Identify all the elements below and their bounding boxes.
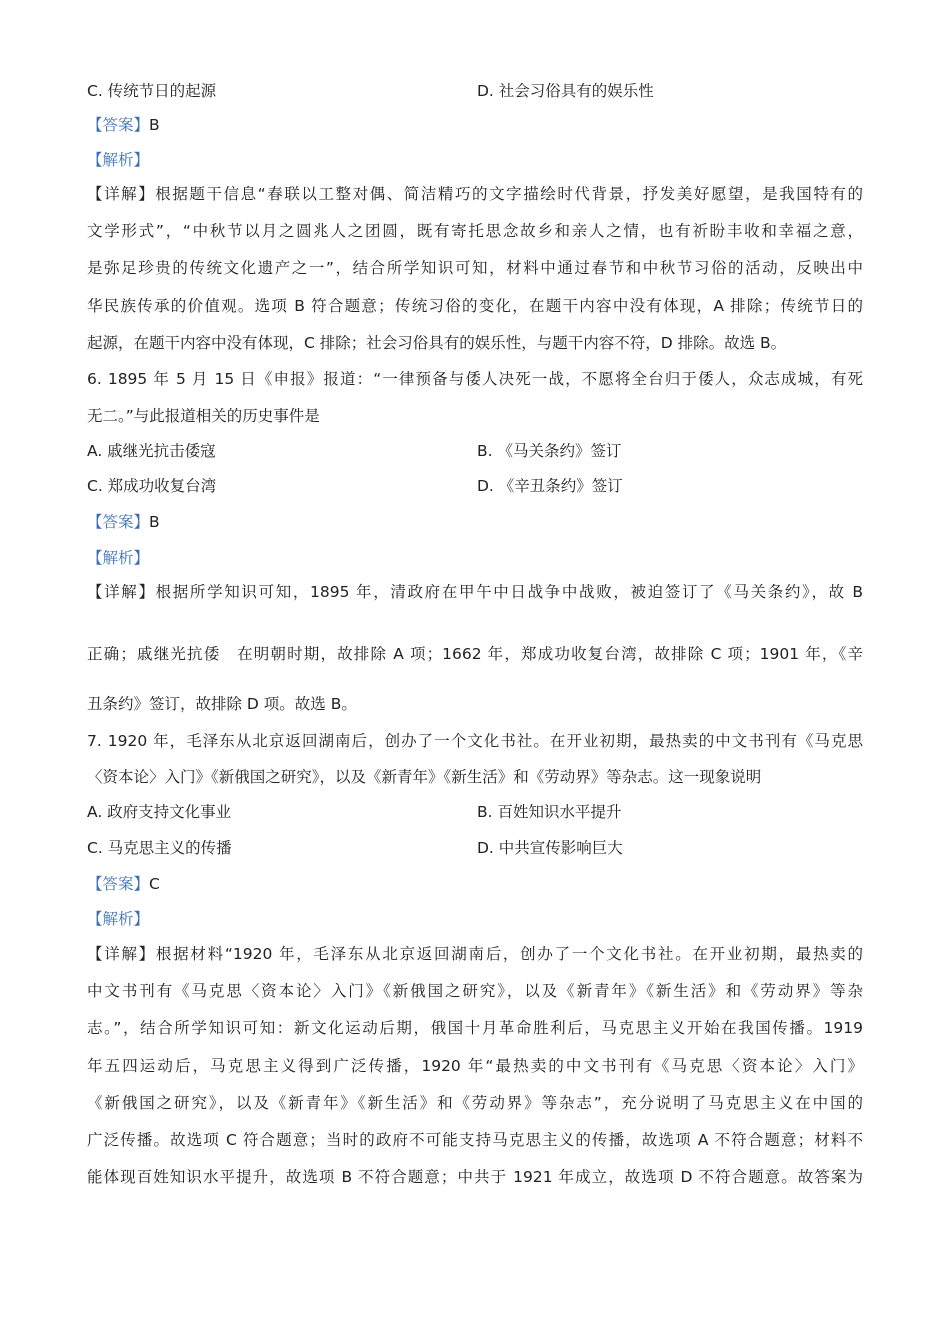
q5-analysis-label: 【解析】 (87, 151, 150, 169)
answer-label: 【答案】 (87, 116, 150, 134)
answer-value: B (149, 513, 160, 531)
q6-detail-line-2: 正确；戚继光抗倭 在明朝时期，故排除 A 项；1662 年，郑成功收复台湾，故排除 C 项；1901 年，《辛 (87, 645, 863, 663)
q5-detail-line-2: 文学形式”，“中秋节以月之圆兆人之团圆，既有寄托思念故乡和亲人之情，也有祈盼丰收和幸福之意， (87, 222, 863, 240)
q7-detail-line-1 (87, 944, 863, 964)
q7-detail-line-7: 能体现百姓知识水平提升，故选项 B 不符合题意；中共于 1921 年成立，故选项 D 不符合题意。故答案为 (87, 1168, 863, 1186)
detail-text: 根据题干信息“春联以工整对偶、简洁精巧的文字描绘时代背景，抒发美好愿望，是我国特有的 (155, 185, 863, 203)
q6-option-a: A. 戚继光抗击倭寇 (87, 442, 216, 460)
q5-detail-line-5: 起源，在题干内容中没有体现，C 排除；社会习俗具有的娱乐性，与题干内容不符，D 排除。故选 B。 (87, 334, 787, 352)
detail-label: 【详解】 (87, 583, 156, 601)
q7-detail-line-2: 中文书刊有《马克思〈资本论〉入门》《新俄国之研究》，以及《新青年》《新生活》和《劳动界》等杂 (87, 982, 863, 1000)
q7-stem-line-1: 7. 1920 年，毛泽东从北京返回湖南后，创办了一个文化书社。在开业初期，最热卖的中文书刊有《马克思 (87, 732, 863, 750)
q5-option-d: D. 社会习俗具有的娱乐性 (477, 82, 654, 100)
detail-text: 根据材料“1920 年，毛泽东从北京返回湖南后，创办了一个文化书社。在开业初期，最热卖的 (155, 945, 863, 963)
q5-detail-line-3: 是弥足珍贵的传统文化遗产之一”，结合所学知识可知，材料中通过春节和中秋节习俗的活动，反映出中 (87, 259, 863, 277)
q7-detail-line-6: 广泛传播。故选项 C 符合题意；当时的政府不可能支持马克思主义的传播，故选项 A 不符合题意；材料不 (87, 1131, 863, 1149)
q7-stem-line-2: 〈资本论〉入门》《新俄国之研究》，以及《新青年》《新生活》和《劳动界》等杂志。这一现象说明 (87, 768, 762, 786)
detail-label: 【详解】 (87, 945, 156, 963)
q5-answer (87, 115, 160, 135)
q6-answer (87, 512, 160, 532)
q6-stem-line-1: 6. 1895 年 5 月 15 日《申报》报道：“一律预备与倭人决死一战，不愿将全台归于倭人，众志成城，有死 (87, 370, 863, 388)
answer-label: 【答案】 (87, 513, 150, 531)
q7-detail-line-5: 《新俄国之研究》，以及《新青年》《新生活》和《劳动界》等杂志”，充分说明了马克思主义在中国的 (87, 1094, 863, 1112)
q6-option-d: D. 《辛丑条约》签订 (477, 477, 623, 495)
detail-text: 根据所学知识可知，1895 年，清政府在甲午中日战争中战败，被迫签订了《马关条约》，故 B (155, 583, 863, 601)
q6-detail-line-3: 丑条约》签订，故排除 D 项。故选 B。 (87, 695, 357, 713)
q7-detail-line-3: 志。”，结合所学知识可知：新文化运动后期，俄国十月革命胜利后，马克思主义开始在我国传播。1919 (87, 1019, 863, 1037)
q7-option-a: A. 政府支持文化事业 (87, 803, 232, 821)
answer-label: 【答案】 (87, 875, 150, 893)
answer-value: C (149, 875, 160, 893)
q6-analysis-label: 【解析】 (87, 549, 150, 567)
q7-detail-line-4: 年五四运动后，马克思主义得到广泛传播，1920 年“最热卖的中文书刊有《马克思〈资本论〉入门》 (87, 1057, 863, 1075)
q7-option-d: D. 中共宣传影响巨大 (477, 839, 623, 857)
q7-answer (87, 874, 160, 894)
q6-stem-line-2: 无二。”与此报道相关的历史事件是 (87, 407, 320, 425)
detail-label: 【详解】 (87, 185, 156, 203)
q7-analysis-label: 【解析】 (87, 910, 150, 928)
q5-detail-line-4: 华民族传承的价值观。选项 B 符合题意；传统习俗的变化，在题干内容中没有体现，A 排除；传统节日的 (87, 297, 863, 315)
q6-option-b: B. 《马关条约》签订 (477, 442, 622, 460)
q6-option-c: C. 郑成功收复台湾 (87, 477, 217, 495)
answer-value: B (149, 116, 160, 134)
q5-option-c: C. 传统节日的起源 (87, 82, 217, 100)
q7-option-c: C. 马克思主义的传播 (87, 839, 232, 857)
q5-detail-line-1 (87, 184, 863, 204)
q7-option-b: B. 百姓知识水平提升 (477, 803, 622, 821)
q6-detail-line-1 (87, 582, 863, 602)
